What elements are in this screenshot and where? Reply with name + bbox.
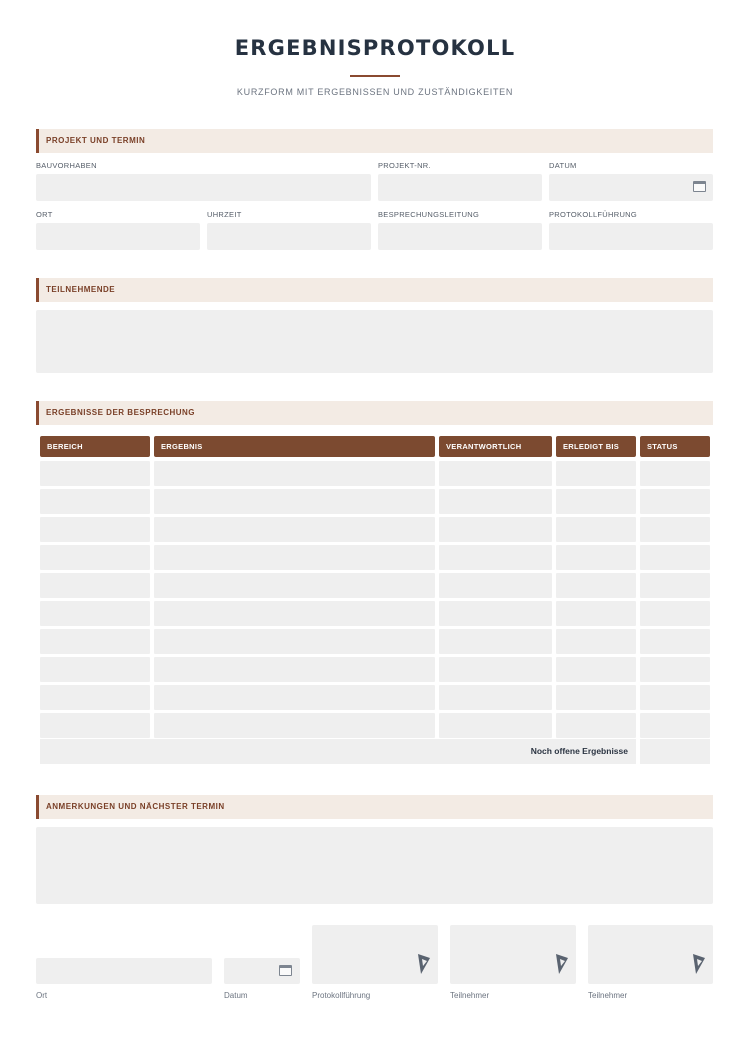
table-cell-bereich[interactable] — [40, 629, 150, 654]
signature-protokollfuehrung-field[interactable] — [312, 925, 438, 984]
table-cell-ergebnis[interactable] — [154, 461, 435, 486]
table-cell-status[interactable] — [640, 489, 710, 514]
projekt-nr-field[interactable] — [378, 174, 542, 201]
table-cell-verantwortlich[interactable] — [439, 601, 552, 626]
table-cell-status[interactable] — [640, 601, 710, 626]
column-label-bereich: BEREICH — [47, 442, 83, 451]
signature-datum-label: Datum — [224, 991, 248, 1000]
table-cell-verantwortlich[interactable] — [439, 573, 552, 598]
protokollfuehrung-label: PROTOKOLLFÜHRUNG — [549, 210, 638, 219]
table-cell-verantwortlich[interactable] — [439, 713, 552, 738]
section-title-notes: ANMERKUNGEN UND NÄCHSTER TERMIN — [46, 802, 225, 811]
table-cell-erledigt-bis[interactable] — [556, 573, 636, 598]
table-cell-verantwortlich[interactable] — [439, 629, 552, 654]
uhrzeit-field[interactable] — [207, 223, 371, 250]
section-title-results: ERGEBNISSE DER BESPRECHUNG — [46, 408, 196, 417]
signature-teilnehmer-1-field[interactable] — [450, 925, 576, 984]
table-header-ergebnis — [154, 436, 435, 457]
table-cell-erledigt-bis[interactable] — [556, 685, 636, 710]
table-cell-bereich[interactable] — [40, 601, 150, 626]
section-header-results — [36, 401, 713, 425]
signature-teilnehmer-2-field[interactable] — [588, 925, 713, 984]
section-header-notes — [36, 795, 713, 819]
ort-label: ORT — [36, 210, 53, 219]
pen-icon — [554, 953, 570, 975]
section-title-project: PROJEKT UND TERMIN — [46, 136, 146, 145]
uhrzeit-label: UHRZEIT — [207, 210, 242, 219]
table-cell-ergebnis[interactable] — [154, 685, 435, 710]
table-header-bereich — [40, 436, 150, 457]
table-cell-bereich[interactable] — [40, 489, 150, 514]
table-header-erledigt-bis — [556, 436, 636, 457]
participants-field[interactable] — [36, 310, 713, 373]
table-cell-bereich[interactable] — [40, 573, 150, 598]
title-divider — [350, 75, 400, 77]
besprechungsleitung-label: BESPRECHUNGSLEITUNG — [378, 210, 480, 219]
table-cell-bereich[interactable] — [40, 545, 150, 570]
datum-label: DATUM — [549, 161, 577, 170]
besprechungsleitung-field[interactable] — [378, 223, 542, 250]
table-cell-ergebnis[interactable] — [154, 657, 435, 682]
summary-status-field[interactable] — [640, 739, 710, 764]
summary-label-cell — [40, 739, 636, 764]
table-cell-ergebnis[interactable] — [154, 573, 435, 598]
projekt-nr-label: PROJEKT-NR. — [378, 161, 431, 170]
table-cell-bereich[interactable] — [40, 517, 150, 542]
signature-datum-field[interactable] — [224, 958, 300, 984]
column-label-verantwortlich: VERANTWORTLICH — [446, 442, 522, 451]
datum-field[interactable] — [549, 174, 713, 201]
table-cell-status[interactable] — [640, 573, 710, 598]
document-title: ERGEBNISPROTOKOLL — [234, 36, 516, 60]
table-cell-status[interactable] — [640, 545, 710, 570]
summary-label: Noch offene Ergebnisse — [530, 746, 628, 756]
table-cell-erledigt-bis[interactable] — [556, 489, 636, 514]
table-cell-erledigt-bis[interactable] — [556, 629, 636, 654]
table-cell-ergebnis[interactable] — [154, 489, 435, 514]
section-title-participants: TEILNEHMENDE — [46, 285, 116, 294]
ort-field[interactable] — [36, 223, 200, 250]
table-cell-verantwortlich[interactable] — [439, 489, 552, 514]
table-cell-bereich[interactable] — [40, 713, 150, 738]
section-header-participants — [36, 278, 713, 302]
table-cell-erledigt-bis[interactable] — [556, 713, 636, 738]
bauvorhaben-label: BAUVORHABEN — [36, 161, 97, 170]
table-cell-erledigt-bis[interactable] — [556, 545, 636, 570]
column-label-ergebnis: ERGEBNIS — [161, 442, 203, 451]
table-cell-bereich[interactable] — [40, 657, 150, 682]
table-cell-status[interactable] — [640, 713, 710, 738]
table-cell-status[interactable] — [640, 461, 710, 486]
signature-teilnehmer-2-label: Teilnehmer — [588, 991, 628, 1000]
calendar-icon[interactable] — [279, 965, 292, 976]
signature-ort-label: Ort — [36, 991, 48, 1000]
table-cell-ergebnis[interactable] — [154, 517, 435, 542]
table-cell-ergebnis[interactable] — [154, 545, 435, 570]
pen-icon — [416, 953, 432, 975]
section-header-project — [36, 129, 713, 153]
table-cell-verantwortlich[interactable] — [439, 545, 552, 570]
table-cell-erledigt-bis[interactable] — [556, 601, 636, 626]
table-cell-status[interactable] — [640, 685, 710, 710]
table-header-verantwortlich — [439, 436, 552, 457]
pen-icon — [691, 953, 707, 975]
table-cell-bereich[interactable] — [40, 461, 150, 486]
bauvorhaben-field[interactable] — [36, 174, 371, 201]
table-cell-erledigt-bis[interactable] — [556, 517, 636, 542]
table-cell-verantwortlich[interactable] — [439, 657, 552, 682]
column-label-erledigt-bis: ERLEDIGT BIS — [563, 442, 620, 451]
table-cell-ergebnis[interactable] — [154, 601, 435, 626]
signature-ort-field[interactable] — [36, 958, 212, 984]
table-cell-verantwortlich[interactable] — [439, 685, 552, 710]
signature-teilnehmer-1-label: Teilnehmer — [450, 991, 490, 1000]
table-cell-status[interactable] — [640, 629, 710, 654]
document-subtitle: KURZFORM MIT ERGEBNISSEN UND ZUSTÄNDIGKEITEN — [236, 87, 514, 97]
table-cell-verantwortlich[interactable] — [439, 461, 552, 486]
table-cell-erledigt-bis[interactable] — [556, 657, 636, 682]
table-cell-status[interactable] — [640, 657, 710, 682]
table-cell-bereich[interactable] — [40, 685, 150, 710]
table-cell-verantwortlich[interactable] — [439, 517, 552, 542]
table-header-status — [640, 436, 710, 457]
protokollfuehrung-field[interactable] — [549, 223, 713, 250]
signature-protokollfuehrung-label: Protokollführung — [312, 991, 371, 1000]
calendar-icon[interactable] — [693, 181, 706, 192]
column-label-status: STATUS — [647, 442, 678, 451]
table-cell-erledigt-bis[interactable] — [556, 461, 636, 486]
table-cell-status[interactable] — [640, 517, 710, 542]
table-cell-ergebnis[interactable] — [154, 713, 435, 738]
notes-field[interactable] — [36, 827, 713, 904]
table-cell-ergebnis[interactable] — [154, 629, 435, 654]
